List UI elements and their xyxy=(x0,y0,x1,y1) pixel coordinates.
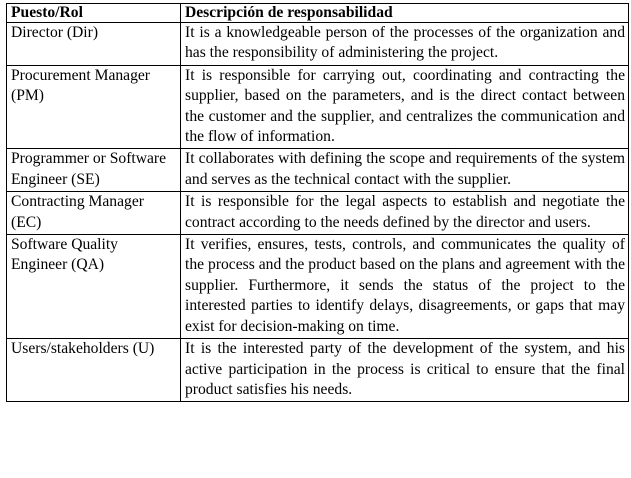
header-description: Descripción de responsabilidad xyxy=(181,4,629,23)
table-row xyxy=(7,192,629,235)
role-cell: Director (Dir) xyxy=(7,23,181,66)
description-cell: It is responsible for carrying out, coordinating and contracting the supplier, based on the parameters, and is the direct contact between the customer and the supplier, and centralizes the communication and the flow of information. xyxy=(181,65,629,149)
header-role: Puesto/Rol xyxy=(7,4,181,23)
table-body xyxy=(7,23,629,402)
table-row xyxy=(7,65,629,149)
role-cell: Users/stakeholders (U) xyxy=(7,339,181,402)
table-row xyxy=(7,149,629,192)
description-cell: It verifies, ensures, tests, controls, and communicates the quality of the process and the product based on the plans and agreement with the supplier. Furthermore, it sends the status of the project to the interested parties to identify delays, disagreements, or gaps that may exist for decision-making on time. xyxy=(181,235,629,339)
table-row xyxy=(7,235,629,339)
role-cell: Programmer or Software Engineer (SE) xyxy=(7,149,181,192)
description-cell: It is the interested party of the development of the system, and his active participation in the process is critical to ensure that the final product satisfies his needs. xyxy=(181,339,629,402)
role-cell: Procurement Manager (PM) xyxy=(7,65,181,149)
description-cell: It is a knowledgeable person of the processes of the organization and has the responsibility of administering the project. xyxy=(181,23,629,66)
table-row xyxy=(7,339,629,402)
roles-responsibilities-table xyxy=(6,3,629,402)
table-header xyxy=(7,4,629,23)
description-cell: It is responsible for the legal aspects to establish and negotiate the contract according to the needs defined by the director and users. xyxy=(181,192,629,235)
role-cell: Contracting Manager (EC) xyxy=(7,192,181,235)
role-cell: Software Quality Engineer (QA) xyxy=(7,235,181,339)
description-cell: It collaborates with defining the scope and requirements of the system and serves as the technical contact with the supplier. xyxy=(181,149,629,192)
table-row xyxy=(7,23,629,66)
header-row xyxy=(7,4,629,23)
